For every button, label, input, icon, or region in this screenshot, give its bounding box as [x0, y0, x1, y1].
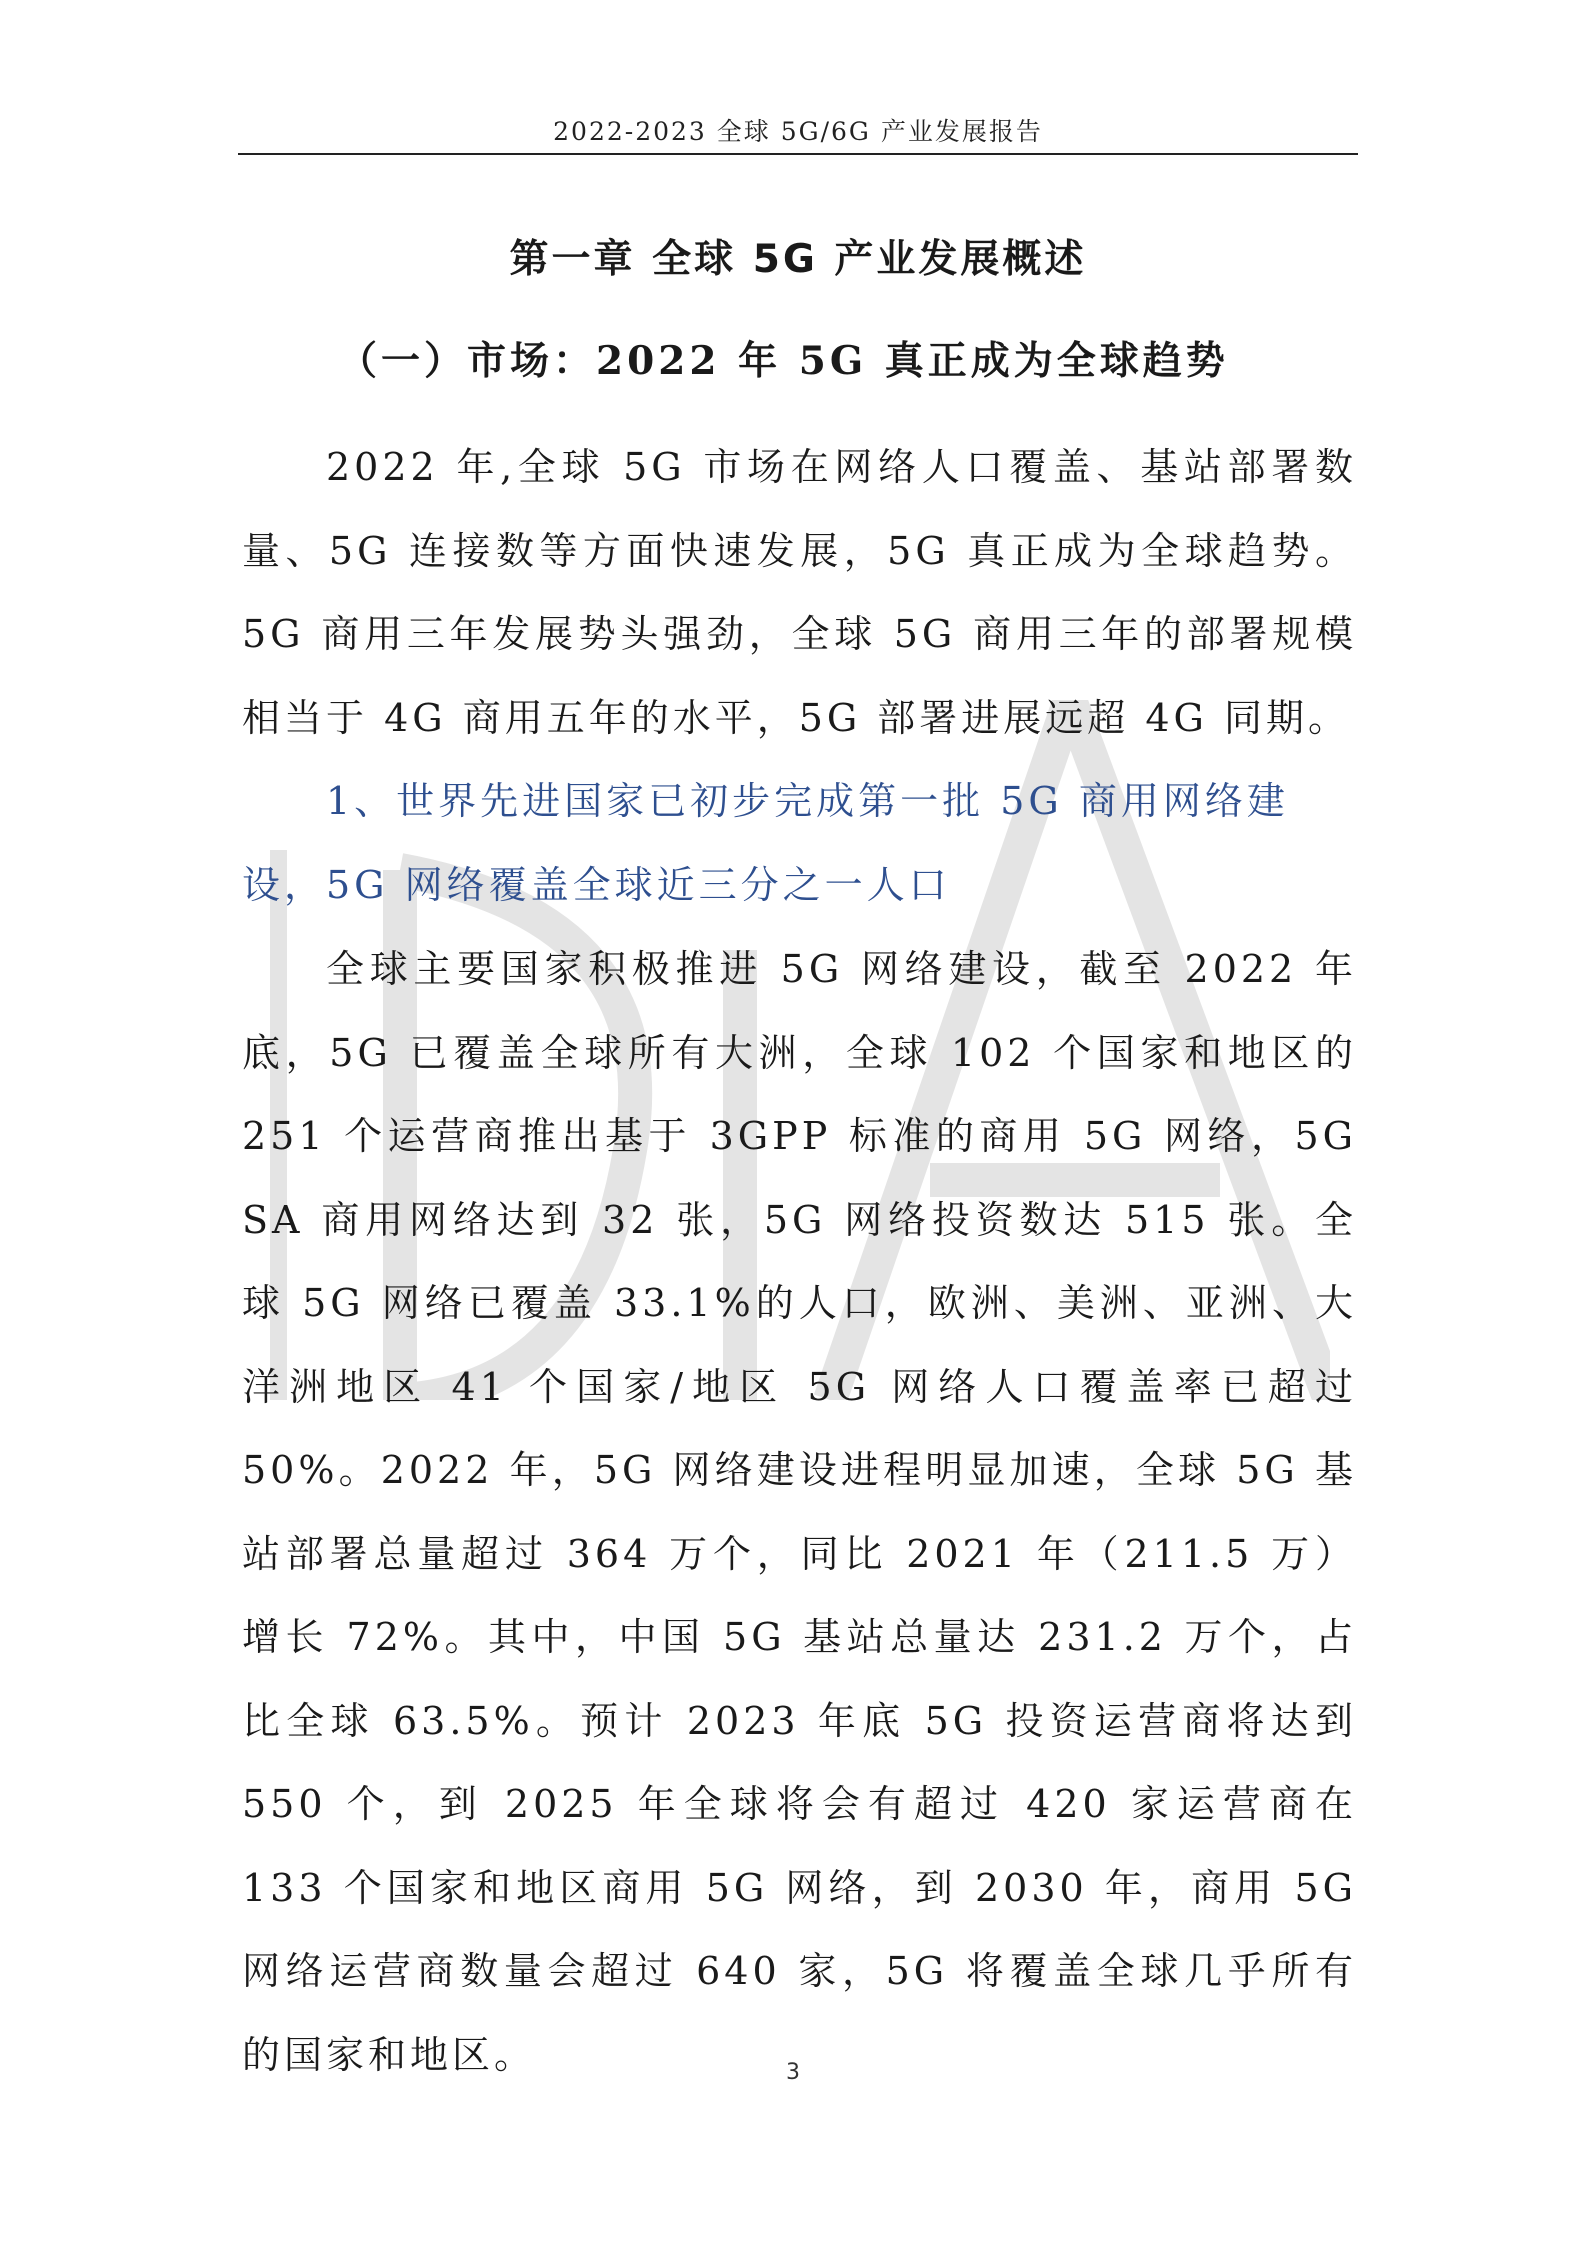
running-header: 2022-2023 全球 5G/6G 产业发展报告: [553, 117, 1043, 146]
page-number: 3: [786, 2060, 800, 2085]
subsection-heading: 1、世界先进国家已初步完成第一批 5G 商用网络建设，5G 网络覆盖全球近三分之一人口: [242, 779, 1289, 907]
body-paragraph-1: 2022 年,全球 5G 市场在网络人口覆盖、基站部署数量、5G 连接数等方面快速发展，5G 真正成为全球趋势。5G 商用三年发展势头强劲，全球 5G 商用三年的部署规模相当于 4G 商用五年的水平，5G 部署进展远超 4G 同期。: [242, 445, 1357, 740]
section-title: （一）市场：2022 年 5G 真正成为全球趋势: [338, 338, 1229, 384]
header-divider: [238, 153, 1358, 155]
chapter-title: 第一章 全球 5G 产业发展概述: [509, 237, 1087, 282]
body-paragraph-2: 全球主要国家积极推进 5G 网络建设，截至 2022 年底，5G 已覆盖全球所有大洲，全球 102 个国家和地区的 251 个运营商推出基于 3GPP 标准的商用 5G 网络，5G SA 商用网络达到 32 张，5G 网络投资数达 515 张。全球 5G 网络已覆盖 33.1%的人口，欧洲、美洲、亚洲、大洋洲地区 41 个国家/地区 5G 网络人口覆盖率已超过 50%。2022 年，5G 网络建设进程明显加速，全球 5G 基站部署总量超过 364 万个，同比 2021 年（211.5 万）增长 72%。其中，中国 5G 基站总量达 231.2 万个，占比全球 63.5%。预计 2023 年底 5G 投资运营商将达到 550 个，到 2025 年全球将会有超过 420 家运营商在 133 个国家和地区商用 5G 网络，到 2030 年，商用 5G 网络运营商数量会超过 640 家，5G 将覆盖全球几乎所有的国家和地区。: [242, 947, 1357, 2077]
